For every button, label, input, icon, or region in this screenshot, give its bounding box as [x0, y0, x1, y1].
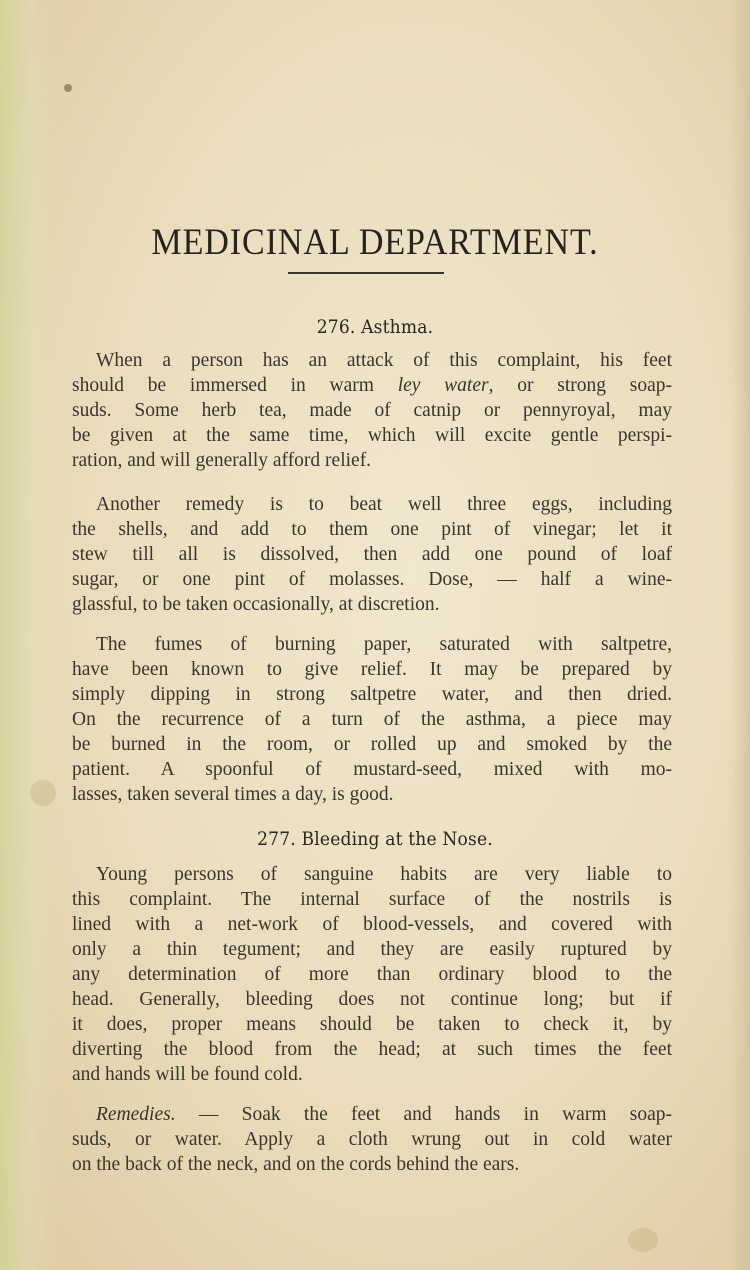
text-line: should be immersed in warm ley water, or strong soap- — [72, 375, 673, 396]
paragraph-asthma-3 — [72, 632, 672, 807]
text-line: sugar, or one pint of molasses. Dose, — half a wine- — [72, 569, 672, 590]
paper-stain — [64, 84, 72, 92]
paper-stain — [628, 1228, 658, 1252]
text-line: be burned in the room, or rolled up and smoked by the — [72, 734, 672, 755]
paragraph-asthma-1 — [72, 348, 672, 473]
text-line: The fumes of burning paper, saturated with saltpetre, — [96, 634, 672, 655]
paragraph-remedies — [72, 1102, 672, 1177]
title-divider — [288, 272, 444, 274]
paragraph-asthma-2 — [72, 492, 672, 617]
text-line: suds. Some herb tea, made of catnip or pennyroyal, may — [72, 400, 672, 421]
text-line: and hands will be found cold. — [72, 1064, 303, 1085]
text-line: on the back of the neck, and on the cords behind the ears. — [72, 1154, 520, 1175]
text-line: head. Generally, bleeding does not continue long; but if — [72, 989, 672, 1010]
text-line: have been known to give relief. It may be prepared by — [72, 659, 672, 680]
text-line: lined with a net-work of blood-vessels, and covered with — [72, 914, 672, 935]
page-edge-shadow — [730, 0, 750, 1270]
text-line: Remedies. — Soak the feet and hands in warm soap- — [96, 1104, 672, 1125]
text-line: it does, proper means should be taken to check it, by — [72, 1014, 672, 1035]
text-line: lasses, taken several times a day, is good. — [72, 784, 394, 805]
text-line: be given at the same time, which will excite gentle perspi- — [72, 425, 672, 446]
page-title: MEDICINAL DEPARTMENT. — [151, 221, 599, 263]
text-line: On the recurrence of a turn of the asthma, a piece may — [72, 709, 672, 730]
section-heading-asthma: 276. Asthma. — [316, 316, 434, 338]
text-line: simply dipping in strong saltpetre water, and then dried. — [72, 684, 672, 705]
text-line: stew till all is dissolved, then add one pound of loaf — [72, 544, 672, 565]
text-line: Young persons of sanguine habits are very liable to — [96, 864, 672, 885]
text-line: glassful, to be taken occasionally, at discretion. — [72, 594, 440, 615]
text-line: Another remedy is to beat well three eggs, including — [96, 494, 672, 515]
paragraph-bleeding-1 — [72, 862, 672, 1087]
paper-stain — [30, 780, 56, 806]
text-line: only a thin tegument; and they are easily ruptured by — [72, 939, 672, 960]
text-line: patient. A spoonful of mustard-seed, mixed with mo- — [72, 759, 672, 780]
text-line: any determination of more than ordinary blood to the — [72, 964, 672, 985]
text-line: ration, and will generally afford relief. — [72, 450, 372, 471]
italic-text: ley water — [397, 375, 489, 396]
text-line: this complaint. The internal surface of the nostrils is — [72, 889, 672, 910]
text-line: When a person has an attack of this complaint, his feet — [96, 350, 672, 371]
text-line: suds, or water. Apply a cloth wrung out in cold water — [72, 1129, 672, 1150]
text-line: the shells, and add to them one pint of vinegar; let it — [72, 519, 672, 540]
page-gutter-shadow — [0, 0, 60, 1270]
text-line: diverting the blood from the head; at such times the feet — [72, 1039, 672, 1060]
italic-text: Remedies. — [96, 1104, 176, 1125]
section-heading-bleeding-nose: 277. Bleeding at the Nose. — [257, 828, 493, 850]
